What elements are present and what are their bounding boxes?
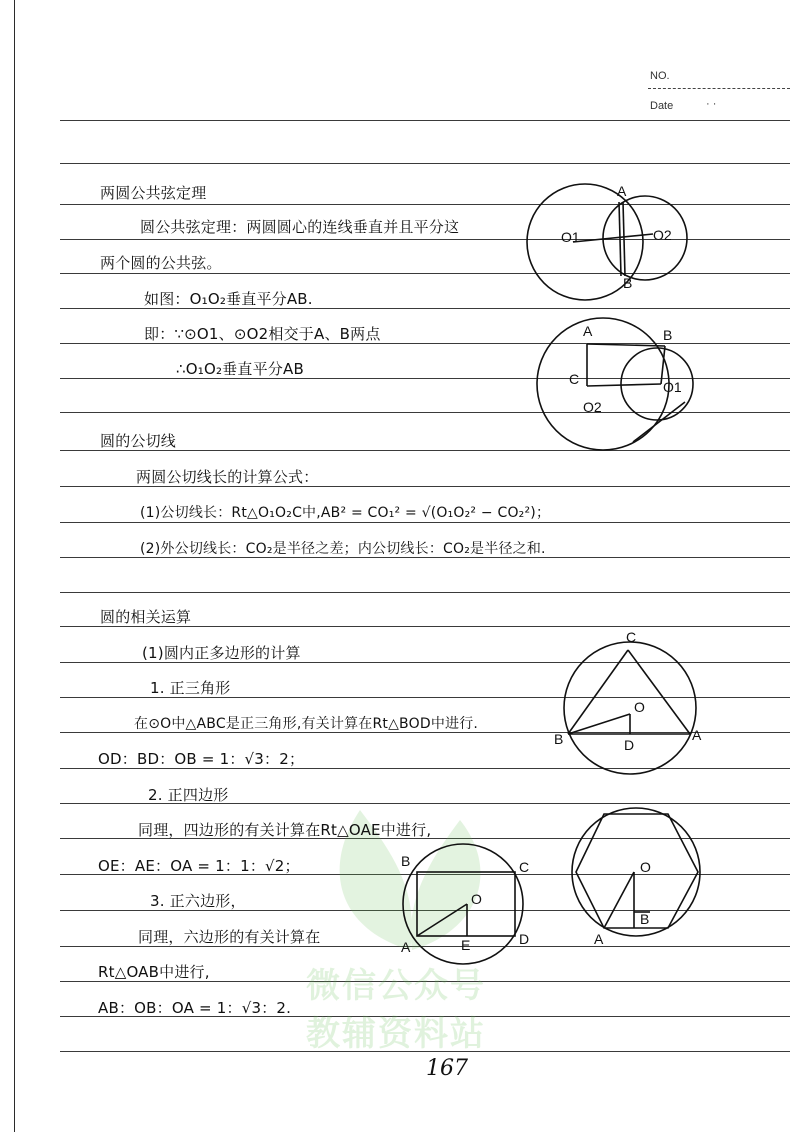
- text-line: 如图：O₁O₂垂直平分AB.: [144, 290, 313, 308]
- ruled-line: [60, 163, 790, 164]
- label-O: O: [471, 891, 482, 907]
- text-line: 两圆公切线长的计算公式：: [136, 468, 319, 486]
- figure-square: [395, 848, 545, 958]
- ruled-line: [60, 120, 790, 121]
- label-E: E: [461, 937, 471, 953]
- label-D: D: [624, 737, 635, 753]
- page-number: 167: [426, 1056, 468, 1081]
- text-line: 1. 正三角形: [150, 679, 231, 697]
- label-B: B: [640, 911, 650, 927]
- text-line: 2. 正四边形: [148, 786, 229, 804]
- label-O: O: [634, 699, 645, 715]
- ruled-line: [60, 592, 790, 593]
- label-B: B: [401, 853, 411, 869]
- text-line: 即：∵⊙O1、⊙O2相交于A、B两点: [144, 325, 381, 343]
- no-label: NO.: [650, 70, 670, 82]
- label-C: C: [519, 859, 530, 875]
- text-line: OD：BD：OB = 1：√3：2；: [98, 750, 305, 768]
- watermark-line-2: 教辅资料站: [306, 1014, 486, 1054]
- label-B: B: [554, 731, 564, 747]
- text-line: OE：AE：OA = 1：1：√2；: [98, 857, 300, 875]
- section-title-common-tangent: 圆的公切线: [100, 432, 177, 450]
- label-O2: O2: [653, 227, 672, 243]
- label-A: A: [594, 931, 604, 947]
- text-line: 同理，四边形的有关计算在Rt△OAE中进行,: [138, 821, 432, 839]
- text-line: 在⊙O中△ABC是正三角形,有关计算在Rt△BOD中进行.: [134, 716, 479, 732]
- margin-line: [14, 0, 15, 1132]
- figure-hexagon: [568, 800, 718, 950]
- section-title-common-chord: 两圆公共弦定理: [100, 184, 207, 202]
- label-B: B: [663, 327, 673, 343]
- label-C: C: [626, 629, 637, 645]
- text-line: 3. 正六边形，: [150, 892, 246, 910]
- label-C: C: [569, 371, 580, 387]
- text-line: 圆公共弦定理：两圆圆心的连线垂直并且平分这: [140, 218, 460, 236]
- text-line: AB：OB：OA = 1：√3：2.: [98, 999, 292, 1017]
- text-line: 两个圆的公共弦。: [100, 254, 222, 272]
- section-title-circle-calculations: 圆的相关运算: [100, 608, 192, 626]
- label-D: D: [519, 931, 530, 947]
- label-O2: O2: [583, 399, 602, 415]
- watermark-line-1: 微信公众号: [306, 966, 486, 1006]
- text-line: 同理，六边形的有关计算在: [138, 928, 321, 946]
- label-O1: O1: [561, 229, 580, 245]
- label-A: A: [617, 183, 627, 199]
- text-line: ∴O₁O₂垂直平分AB: [176, 360, 304, 378]
- label-O: O: [640, 859, 651, 875]
- date-label: Date: [650, 100, 674, 112]
- figure-common-chord: [515, 180, 715, 300]
- figure-equilateral-triangle: [550, 628, 720, 778]
- label-B: B: [623, 275, 633, 291]
- label-A: A: [692, 727, 702, 743]
- label-A: A: [583, 323, 593, 339]
- text-line: (2)外公切线长：CO₂是半径之差；内公切线长：CO₂是半径之和.: [140, 541, 546, 557]
- header-dotted-line: [648, 88, 790, 89]
- formula-line: (1)公切线长：Rt△O₁O₂C中,AB² = CO₁² = √(O₁O₂² − CO₂²)；: [140, 505, 551, 521]
- text-line: Rt△OAB中进行,: [98, 963, 210, 981]
- date-dots: · ·: [706, 98, 717, 110]
- ruled-line: [60, 522, 790, 523]
- text-line: (1)圆内正多边形的计算: [142, 644, 301, 662]
- figure-common-tangent: [525, 320, 705, 460]
- label-A: A: [401, 939, 411, 955]
- label-O1: O1: [663, 379, 682, 395]
